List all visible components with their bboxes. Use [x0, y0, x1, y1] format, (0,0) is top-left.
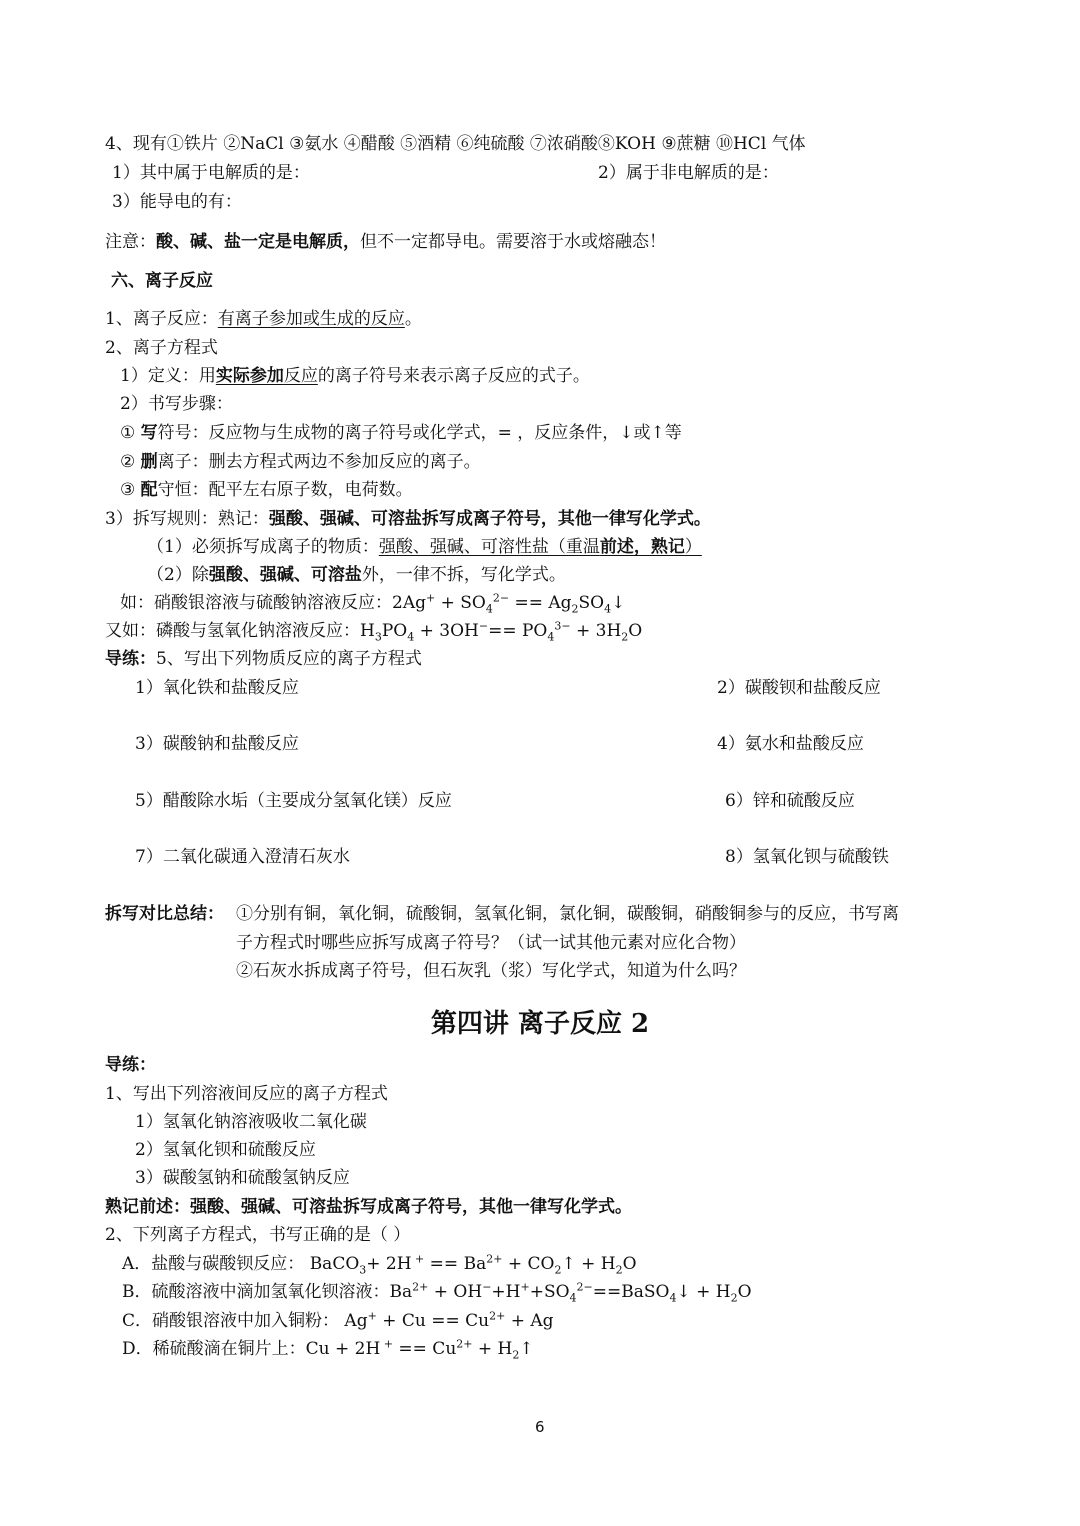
- step-1-num: ①: [120, 423, 136, 443]
- option-a-equation: BaCO$_3$+ 2H $^+ == Ba^{2+}$ + $CO_2↑ + H_2O$: [309, 1252, 637, 1277]
- def-end: 。: [404, 309, 422, 329]
- split-rule: [105, 508, 711, 530]
- q4-sub1: 1）其中属于电解质的是：: [112, 163, 310, 183]
- note-bold: 酸、碱、盐一定是电解质，: [156, 232, 360, 252]
- practice-item: 6）锌和硫酸反应: [725, 791, 855, 811]
- rule2-pre: （2）除: [147, 565, 209, 585]
- rule2-rest: 外，一律不拆，写化学式。: [361, 565, 566, 585]
- step-1-rest: 符号：反应物与生成物的离子符号或化学式，= ，反应条件，↓或↑等: [157, 423, 682, 443]
- split-rule-pre: 3）拆写规则：熟记：: [105, 509, 269, 529]
- practice-item: 1）氧化铁和盐酸反应: [135, 678, 299, 698]
- option-d: [122, 1338, 534, 1360]
- split-rule-2: [147, 564, 566, 586]
- option-d-label: D．稀硫酸滴在铜片上：: [122, 1339, 306, 1359]
- eq-def-rest: 的离子符号来表示离子反应的式子。: [317, 366, 590, 386]
- example-1-equation: $2Ag^+ + SO_4^{2-}$ == $Ag_2SO_4↓$: [392, 591, 626, 616]
- rule2-bold: 强酸、强碱、可溶盐: [208, 565, 362, 585]
- option-c-equation: $Ag^+ + Cu == Cu^{2+} + Ag$: [344, 1309, 554, 1331]
- practice-item: 4）氨水和盐酸反应: [717, 734, 864, 754]
- split-rule-bold: 强酸、强碱、可溶盐拆写成离子符号，其他一律写化学式。: [268, 509, 711, 529]
- step-2-rest: 离子：删去方程式两边不参加反应的离子。: [157, 452, 481, 472]
- example-1-label: 如：硝酸银溶液与硫酸钠溶液反应：: [120, 593, 392, 613]
- practice-item: 5）醋酸除水垢（主要成分氢氧化镁）反应: [135, 791, 452, 811]
- example-2: [105, 620, 642, 642]
- step-1-key: 写: [140, 423, 158, 443]
- q4-stem: 4、现有①铁片 ②NaCl ③氨水 ④醋酸 ⑤酒精 ⑥纯硫酸 ⑦浓硝酸⑧KOH ⑨蔗糖 ⑩HCl 气体: [105, 134, 806, 154]
- step-2-key: 删: [140, 452, 158, 472]
- lecture-title: 第四讲 离子反应 2: [430, 1009, 650, 1039]
- def-underlined: 有离子参加或生成的反应: [217, 309, 405, 329]
- option-d-equation: Cu + 2H $^+ == Cu^{2+}$ + $H_2↑$: [305, 1337, 534, 1362]
- eq-def-underlined: 反应: [283, 366, 318, 386]
- q4-sub3: 3）能导电的有：: [112, 192, 242, 212]
- example-2-label: 又如：磷酸与氢氧化钠溶液反应：: [105, 621, 360, 641]
- eq-def-bold-underlined: 实际参加: [215, 366, 284, 386]
- rule1-bold-underlined: 前述，熟记: [599, 537, 685, 557]
- ionic-equation-def: [120, 365, 590, 387]
- def-pre: 1、离子反应：: [105, 309, 218, 329]
- practice-item: 8）氢氧化钡与硫酸铁: [725, 847, 889, 867]
- practice-5-heading: [105, 648, 422, 670]
- example-1: [120, 592, 625, 614]
- summary-line-1: ①分别有铜，氧化铜，硫酸铜，氢氧化铜，氯化铜，碳酸铜，硝酸铜参与的反应，书写离: [236, 904, 899, 924]
- rule1-underlined: 强酸、强碱、可溶性盐（重温: [378, 537, 600, 557]
- lecture-q1-item: 2）氢氧化钡和硫酸反应: [135, 1140, 316, 1160]
- summary-line-3: ②石灰水拆成离子符号，但石灰乳（浆）写化学式，知道为什么吗？: [236, 961, 746, 981]
- option-b: [122, 1281, 752, 1303]
- ionic-reaction-def: [105, 308, 422, 330]
- page-number: 6: [535, 1418, 545, 1436]
- summary-label: 拆写对比总结：: [105, 904, 224, 924]
- lecture-q1-item: 1）氢氧化钠溶液吸收二氧化碳: [135, 1112, 367, 1132]
- section6-title: 六、离子反应: [111, 271, 213, 291]
- practice-5-question: 5、写出下列物质反应的离子方程式: [156, 649, 422, 669]
- step-1: [120, 422, 682, 444]
- summary-line-2: 子方程式时哪些应拆写成离子符号？（试一试其他元素对应化合物）: [236, 933, 746, 953]
- example-2-equation: $H_3PO_4 + 3OH^-== PO_4^{3-} + 3H_2O$: [360, 619, 643, 644]
- option-a: [122, 1253, 637, 1275]
- step-3-key: 配: [140, 480, 158, 500]
- option-c: [122, 1310, 554, 1332]
- steps-title: 2）书写步骤：: [120, 394, 233, 414]
- option-b-equation: $Ba^{2+}$ + $OH^-+H^++SO_4^{2-}==BaSO_4↓ + H_2O$: [389, 1280, 752, 1305]
- step-2-num: ②: [120, 452, 136, 472]
- lecture-practice-heading: 导练：: [105, 1055, 156, 1075]
- note-pre: 注意：: [105, 232, 156, 252]
- lecture-q1: 1、写出下列溶液间反应的离子方程式: [105, 1084, 388, 1104]
- recall-note: 熟记前述：强酸、强碱、可溶盐拆写成离子符号，其他一律写化学式。: [105, 1197, 632, 1217]
- lecture-q2: 2、下列离子方程式，书写正确的是（ ）: [105, 1225, 411, 1245]
- q4-sub2: 2）属于非电解质的是：: [598, 163, 779, 183]
- step-2: [120, 451, 481, 473]
- rule1-underlined-end: ）: [684, 537, 702, 557]
- step-3-num: ③: [120, 480, 136, 500]
- note: [105, 231, 666, 253]
- practice-item: 7）二氧化碳通入澄清石灰水: [135, 847, 350, 867]
- step-3-rest: 守恒：配平左右原子数，电荷数。: [157, 480, 413, 500]
- practice-item: 2）碳酸钡和盐酸反应: [717, 678, 881, 698]
- note-rest: 但不一定都导电。需要溶于水或熔融态！: [360, 232, 666, 252]
- practice-5-label: 导练：: [105, 649, 156, 669]
- option-a-label: A．盐酸与碳酸钡反应：: [122, 1254, 305, 1274]
- eq-def-pre: 1）定义：用: [120, 366, 216, 386]
- option-c-label: C．硝酸银溶液中加入铜粉：: [122, 1311, 340, 1331]
- ionic-equation-title: 2、离子方程式: [105, 338, 218, 358]
- practice-item: 3）碳酸钠和盐酸反应: [135, 734, 299, 754]
- rule1-pre: （1）必须拆写成离子的物质：: [147, 537, 379, 557]
- option-b-label: B．硫酸溶液中滴加氢氧化钡溶液：: [122, 1282, 390, 1302]
- lecture-q1-item: 3）碳酸氢钠和硫酸氢钠反应: [135, 1168, 350, 1188]
- split-rule-1: [147, 536, 702, 558]
- step-3: [120, 479, 413, 501]
